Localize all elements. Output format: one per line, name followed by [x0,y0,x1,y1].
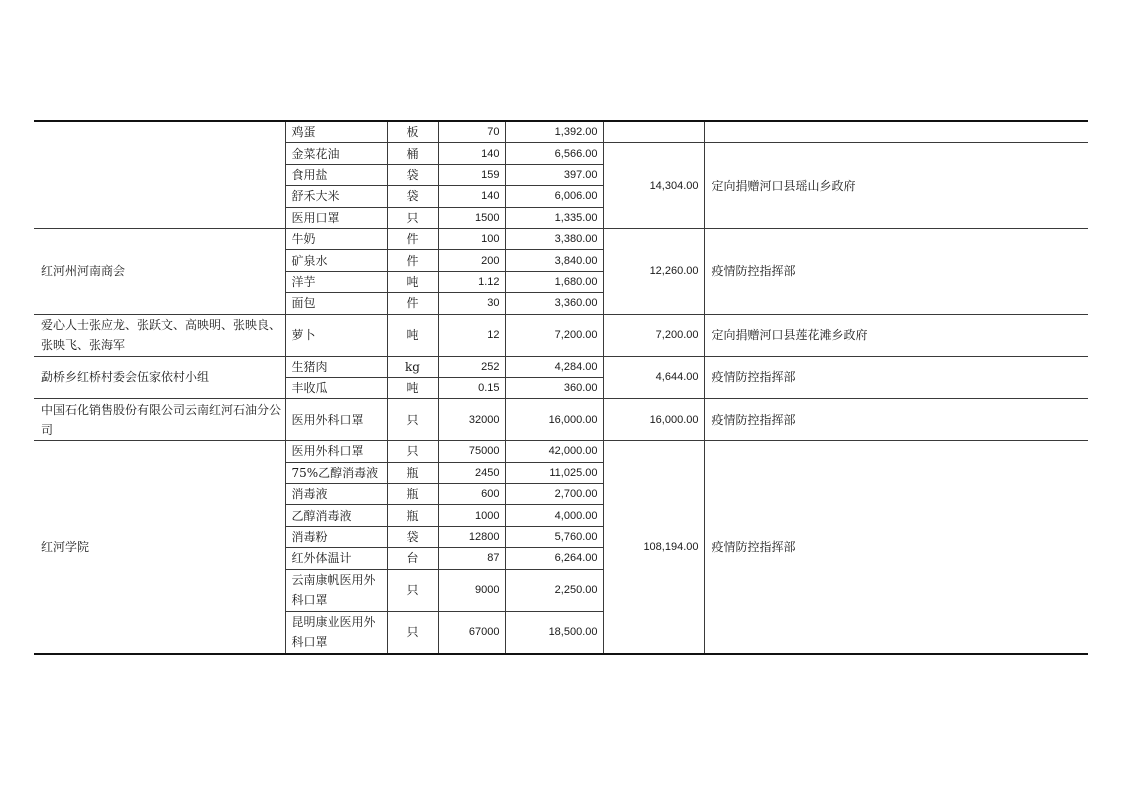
item-name-cell: 金菜花油 [285,143,387,164]
unit-cell: 吨 [387,271,438,292]
item-name-cell: 萝卜 [285,314,387,356]
unit-cell: 袋 [387,164,438,185]
quantity-cell: 1.12 [438,271,505,292]
quantity-cell: 87 [438,548,505,569]
note-cell: 疫情防控指挥部 [704,228,1088,314]
amount-cell: 3,840.00 [505,250,603,271]
item-name-cell: 生猪肉 [285,356,387,377]
item-name-cell: 云南康帆医用外科口罩 [285,569,387,611]
unit-cell: 件 [387,250,438,271]
table-row [34,314,1088,356]
table-row [34,121,1088,143]
unit-cell: 台 [387,548,438,569]
table-row [34,228,1088,249]
item-name-cell: 医用口罩 [285,207,387,228]
unit-cell: kg [387,356,438,377]
amount-cell: 18,500.00 [505,611,603,654]
quantity-cell: 600 [438,484,505,505]
total-cell: 108,194.00 [603,441,704,654]
amount-cell: 6,264.00 [505,548,603,569]
note-cell: 定向捐赠河口县瑶山乡政府 [704,143,1088,229]
donor-cell: 红河学院 [34,441,285,654]
donor-cell: 勐桥乡红桥村委会伍家依村小组 [34,356,285,399]
table-row [34,399,1088,441]
total-cell: 14,304.00 [603,143,704,229]
amount-cell: 2,700.00 [505,484,603,505]
unit-cell: 瓶 [387,505,438,526]
amount-cell: 1,335.00 [505,207,603,228]
donor-cell [34,121,285,228]
item-name-cell: 消毒粉 [285,526,387,547]
item-name-cell: 红外体温计 [285,548,387,569]
quantity-cell: 75000 [438,441,505,462]
amount-cell: 11,025.00 [505,462,603,483]
item-name-cell: 丰收瓜 [285,377,387,398]
item-name-cell: 洋芋 [285,271,387,292]
quantity-cell: 1000 [438,505,505,526]
amount-cell: 16,000.00 [505,399,603,441]
quantity-cell: 9000 [438,569,505,611]
amount-cell: 6,566.00 [505,143,603,164]
quantity-cell: 12800 [438,526,505,547]
unit-cell: 瓶 [387,462,438,483]
item-name-cell: 75%乙醇消毒液 [285,462,387,483]
amount-cell: 2,250.00 [505,569,603,611]
item-name-cell: 乙醇消毒液 [285,505,387,526]
note-cell: 疫情防控指挥部 [704,441,1088,654]
amount-cell: 1,392.00 [505,121,603,143]
item-name-cell: 舒禾大米 [285,186,387,207]
unit-cell: 只 [387,207,438,228]
quantity-cell: 30 [438,293,505,314]
item-name-cell: 消毒液 [285,484,387,505]
quantity-cell: 32000 [438,399,505,441]
amount-cell: 5,760.00 [505,526,603,547]
note-cell-empty [704,121,1088,143]
item-name-cell: 医用外科口罩 [285,399,387,441]
unit-cell: 只 [387,569,438,611]
total-cell: 16,000.00 [603,399,704,441]
note-cell: 疫情防控指挥部 [704,399,1088,441]
quantity-cell: 200 [438,250,505,271]
item-name-cell: 面包 [285,293,387,314]
unit-cell: 瓶 [387,484,438,505]
item-name-cell: 鸡蛋 [285,121,387,143]
item-name-cell: 医用外科口罩 [285,441,387,462]
item-name-cell: 牛奶 [285,228,387,249]
total-cell: 7,200.00 [603,314,704,356]
unit-cell: 吨 [387,377,438,398]
donor-cell: 红河州河南商会 [34,228,285,314]
amount-cell: 4,284.00 [505,356,603,377]
unit-cell: 只 [387,399,438,441]
unit-cell: 板 [387,121,438,143]
total-cell: 4,644.00 [603,356,704,399]
quantity-cell: 140 [438,143,505,164]
donor-cell: 中国石化销售股份有限公司云南红河石油分公司 [34,399,285,441]
amount-cell: 7,200.00 [505,314,603,356]
amount-cell: 1,680.00 [505,271,603,292]
unit-cell: 只 [387,611,438,654]
quantity-cell: 1500 [438,207,505,228]
unit-cell: 只 [387,441,438,462]
amount-cell: 360.00 [505,377,603,398]
item-name-cell: 昆明康业医用外科口罩 [285,611,387,654]
amount-cell: 3,360.00 [505,293,603,314]
amount-cell: 6,006.00 [505,186,603,207]
quantity-cell: 140 [438,186,505,207]
quantity-cell: 70 [438,121,505,143]
quantity-cell: 12 [438,314,505,356]
item-name-cell: 矿泉水 [285,250,387,271]
total-cell-empty [603,121,704,143]
unit-cell: 件 [387,293,438,314]
item-name-cell: 食用盐 [285,164,387,185]
table-row [34,441,1088,462]
amount-cell: 4,000.00 [505,505,603,526]
donation-table [34,120,1088,655]
donor-cell: 爱心人士张应龙、张跃文、高映明、张映良、张映飞、张海军 [34,314,285,356]
quantity-cell: 67000 [438,611,505,654]
quantity-cell: 2450 [438,462,505,483]
quantity-cell: 252 [438,356,505,377]
table-row [34,356,1088,377]
unit-cell: 桶 [387,143,438,164]
quantity-cell: 159 [438,164,505,185]
quantity-cell: 0.15 [438,377,505,398]
unit-cell: 袋 [387,526,438,547]
unit-cell: 袋 [387,186,438,207]
amount-cell: 42,000.00 [505,441,603,462]
unit-cell: 吨 [387,314,438,356]
total-cell: 12,260.00 [603,228,704,314]
note-cell: 定向捐赠河口县莲花滩乡政府 [704,314,1088,356]
amount-cell: 3,380.00 [505,228,603,249]
quantity-cell: 100 [438,228,505,249]
unit-cell: 件 [387,228,438,249]
amount-cell: 397.00 [505,164,603,185]
note-cell: 疫情防控指挥部 [704,356,1088,399]
